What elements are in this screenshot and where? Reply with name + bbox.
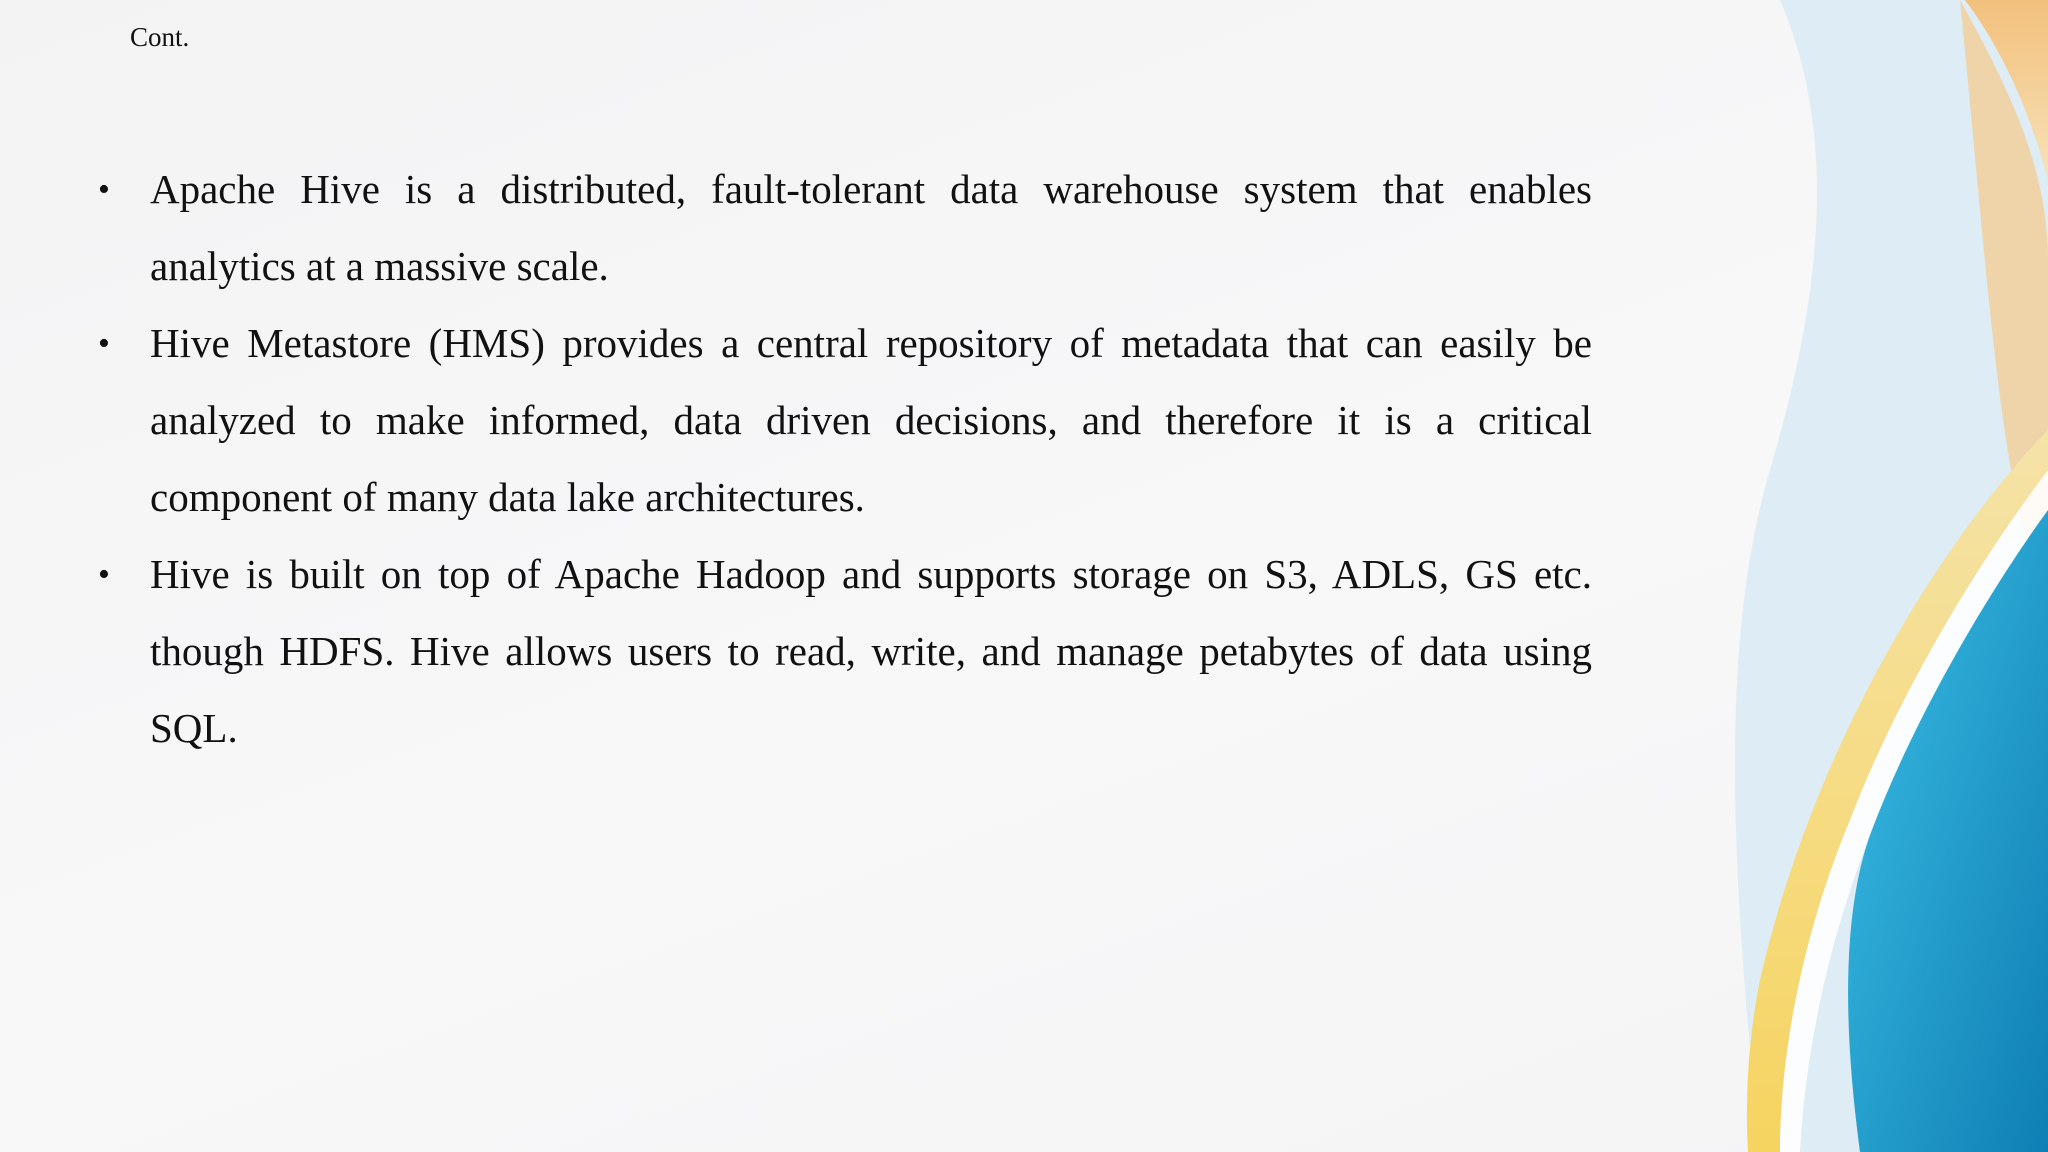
bullet-item <box>98 305 1592 536</box>
bullet-text: Apache Hive is a distributed, fault-tolerant data warehouse system that enables analytics at a massive scale. <box>150 166 1592 289</box>
bullet-icon: • <box>98 171 110 208</box>
slide-title: Cont. <box>130 22 190 52</box>
bullet-icon: • <box>98 556 110 593</box>
bullet-text: Hive is built on top of Apache Hadoop and supports storage on S3, ADLS, GS etc. though HDFS. Hive allows users to read, write, and manage petabytes of data using SQL. <box>150 551 1592 751</box>
bullet-text: Hive Metastore (HMS) provides a central repository of metadata that can easily be analyzed to make informed, data driven decisions, and therefore it is a critical component of many data lake architectures. <box>150 320 1592 520</box>
bullet-item <box>98 151 1592 305</box>
bullet-item <box>98 536 1592 767</box>
bullet-list <box>98 151 1592 767</box>
bullet-icon: • <box>98 325 110 362</box>
